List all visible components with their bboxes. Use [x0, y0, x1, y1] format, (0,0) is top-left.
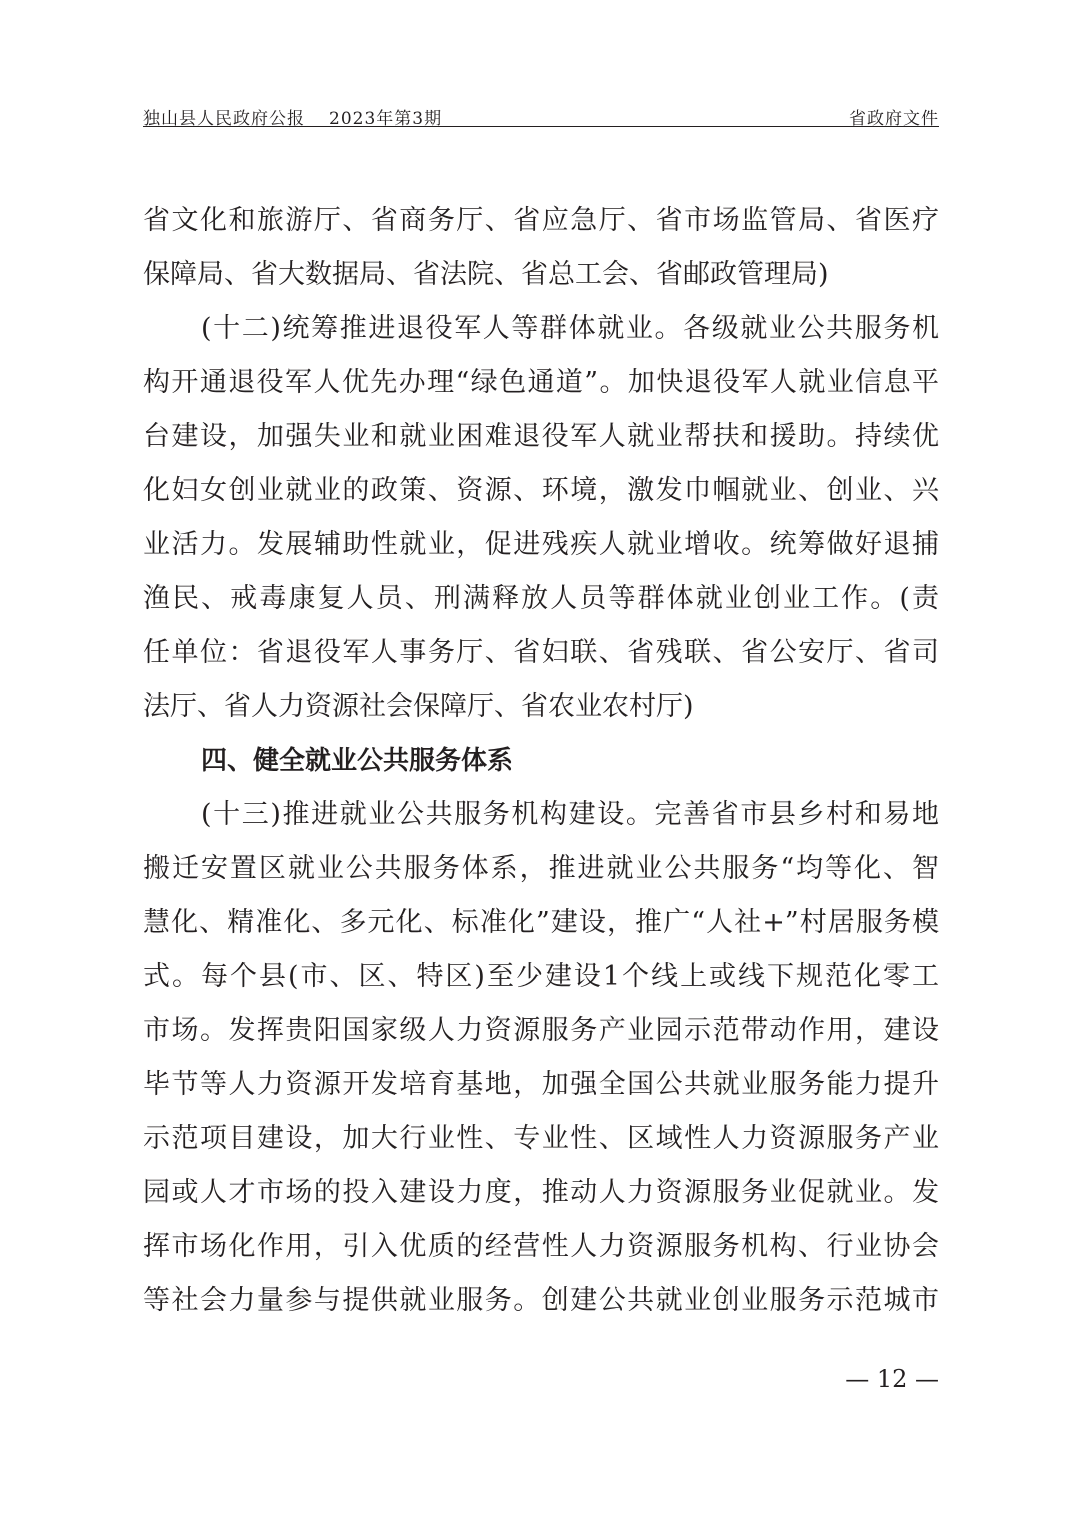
section-name: 省政府文件 — [849, 109, 939, 129]
body-line: 省文化和旅游厅、省商务厅、省应急厅、省市场监管局、省医疗 — [143, 205, 939, 236]
section-heading: 四、健全就业公共服务体系 — [201, 746, 514, 776]
issue-number: 2023年第3期 — [329, 109, 443, 129]
paragraph-12-start: (十二)统筹推进退役军人等群体就业。各级就业公共服务机 — [201, 313, 939, 344]
body-line: 构开通退役军人优先办理“绿色通道”。加快退役军人就业信息平 — [143, 367, 939, 398]
body-line: 化妇女创业就业的政策、资源、环境，激发巾帼就业、创业、兴 — [143, 475, 939, 506]
body-line: 法厅、省人力资源社会保障厅、省农业农村厅) — [143, 691, 694, 722]
body-line: 保障局、省大数据局、省法院、省总工会、省邮政管理局) — [143, 259, 829, 290]
publication-name: 独山县人民政府公报 — [143, 109, 305, 129]
body-line: 渔民、戒毒康复人员、刑满释放人员等群体就业创业工作。(责 — [143, 583, 939, 614]
body-line: 搬迁安置区就业公共服务体系，推进就业公共服务“均等化、智 — [143, 853, 939, 884]
body-line: 挥市场化作用，引入优质的经营性人力资源服务机构、行业协会 — [143, 1231, 939, 1262]
body-line: 园或人才市场的投入建设力度，推动人力资源服务业促就业。发 — [143, 1177, 939, 1208]
body-line: 毕节等人力资源开发培育基地，加强全国公共就业服务能力提升 — [143, 1069, 939, 1100]
body-line: 任单位：省退役军人事务厅、省妇联、省残联、省公安厅、省司 — [143, 637, 939, 668]
body-line: 业活力。发展辅助性就业，促进残疾人就业增收。统筹做好退捕 — [143, 529, 939, 560]
paragraph-13-start: (十三)推进就业公共服务机构建设。完善省市县乡村和易地 — [201, 799, 939, 830]
body-line: 示范项目建设，加大行业性、专业性、区域性人力资源服务产业 — [143, 1123, 939, 1154]
body-line: 式。每个县(市、区、特区)至少建设1个线上或线下规范化零工 — [143, 961, 939, 992]
page-number: — 12 — — [845, 1365, 939, 1393]
document-body — [143, 194, 939, 1328]
running-header — [143, 104, 939, 128]
body-line: 市场。发挥贵阳国家级人力资源服务产业园示范带动作用，建设 — [143, 1015, 939, 1046]
header-rule — [143, 126, 939, 127]
body-line: 慧化、精准化、多元化、标准化”建设，推广“人社+”村居服务模 — [143, 907, 939, 938]
body-line: 台建设，加强失业和就业困难退役军人就业帮扶和援助。持续优 — [143, 421, 939, 452]
body-line: 等社会力量参与提供就业服务。创建公共就业创业服务示范城市 — [143, 1285, 939, 1316]
